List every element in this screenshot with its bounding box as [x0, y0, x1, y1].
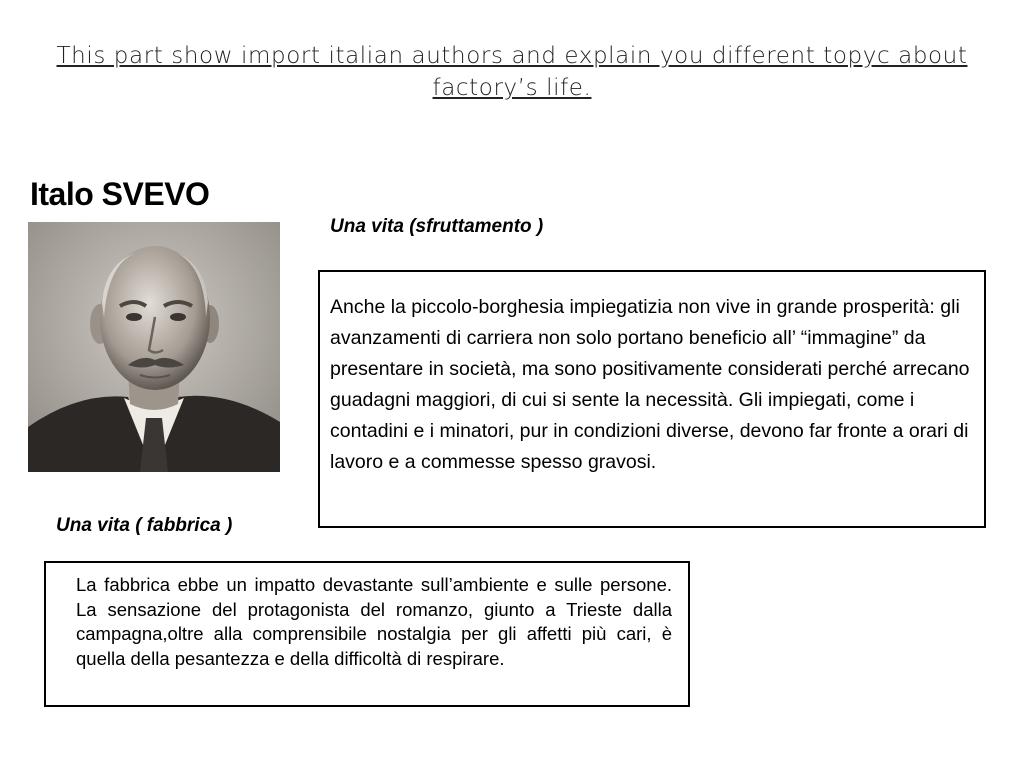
caption-fabbrica: Una vita ( fabbrica ) — [56, 515, 233, 536]
text-box-sfruttamento — [318, 270, 986, 528]
slide-title: This part show import italian authors and explain you different topyc about factory’s life. — [56, 43, 968, 101]
paragraph-sfruttamento: Anche la piccolo-borghesia impiegatizia non vive in grande prosperità: gli avanzamenti di carriera non solo portano beneficio all’ “immagine” da presentare in società, ma sono positivamente considerati perché arrecano guadagni maggiori, di cui si sente la necessità. Gli impiegati, come i contadini e i minatori, pur in condizioni diverse, devono far fronte a orari di lavoro e a commesse spesso gravosi. — [330, 296, 970, 473]
author-portrait — [28, 222, 280, 472]
author-name: Italo SVEVO — [30, 176, 210, 212]
text-box-fabbrica — [44, 561, 690, 707]
caption-sfruttamento: Una vita (sfruttamento ) — [330, 216, 544, 237]
paragraph-fabbrica: La fabbrica ebbe un impatto devastante sull’ambiente e sulle persone. La sensazione del protagonista del romanzo, giunto a Trieste dalla campagna,oltre alla comprensibile nostalgia per gli affetti più cari, è quella della pesantezza e della difficoltà di respirare. — [76, 574, 672, 669]
